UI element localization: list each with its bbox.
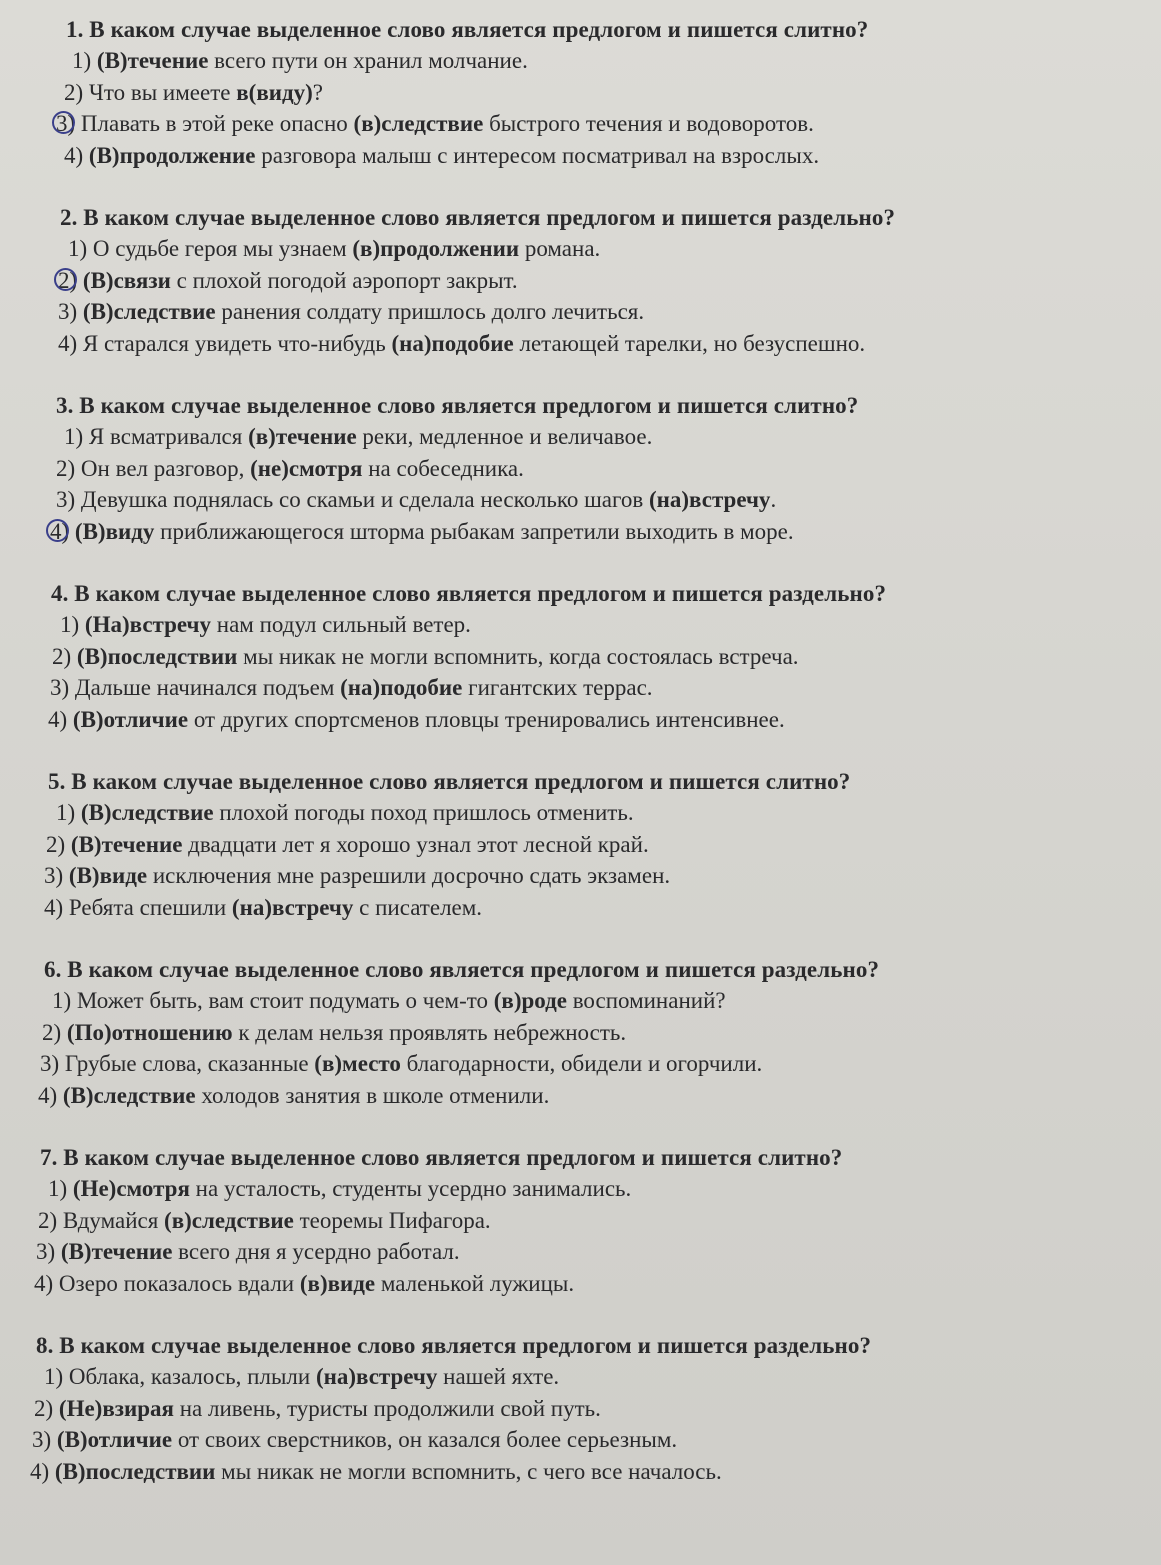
highlighted-word: (В)следствие bbox=[80, 800, 214, 825]
option-text-after: . bbox=[770, 487, 777, 512]
option-text-after: от своих сверстников, он казался более серьезным. bbox=[172, 1427, 678, 1452]
option-text-before: Я старался увидеть что-нибудь bbox=[82, 330, 392, 356]
answer-option bbox=[0, 609, 1161, 641]
answer-option bbox=[0, 1080, 1161, 1112]
option-text-after: мы никак не могли вспомнить, с чего все началось. bbox=[215, 1458, 722, 1484]
option-number: 3) bbox=[56, 108, 75, 140]
answer-option bbox=[0, 1456, 1161, 1488]
highlighted-word: (В)следствие bbox=[62, 1082, 196, 1108]
question-block bbox=[0, 1142, 1161, 1299]
answer-option bbox=[0, 45, 1161, 77]
highlighted-word: (В)связи bbox=[82, 267, 171, 293]
option-number: 4) bbox=[58, 330, 78, 356]
question-title: 8. В каком случае выделенное слово является предлогом и пишется раздельно? bbox=[36, 1333, 872, 1358]
answer-option bbox=[0, 1017, 1161, 1049]
highlighted-word: (в)продолжении bbox=[352, 236, 520, 261]
highlighted-word: (на)встречу bbox=[648, 487, 771, 512]
option-text-before: Девушка поднялась со скамьи и сделала несколько шагов bbox=[80, 487, 649, 512]
option-text-after: приближающегося шторма рыбакам запретили выходить в море. bbox=[154, 518, 794, 544]
option-number: 1) bbox=[68, 236, 88, 261]
highlighted-word: (в)течение bbox=[248, 424, 357, 449]
option-text-before: Дальше начинался подъем bbox=[74, 675, 341, 700]
answer-option-circled bbox=[0, 108, 1161, 140]
highlighted-word: (в)следствие bbox=[164, 1207, 294, 1233]
option-text-after: ранения солдату пришлось долго лечиться. bbox=[215, 299, 645, 324]
option-text-after: маленькой лужицы. bbox=[375, 1270, 575, 1296]
option-number: 1) bbox=[44, 1364, 64, 1389]
option-text-after: нашей яхте. bbox=[437, 1364, 560, 1389]
question-title: 7. В каком случае выделенное слово является предлогом и пишется слитно? bbox=[40, 1145, 843, 1170]
answer-option bbox=[0, 1268, 1161, 1300]
option-text-before: Грубые слова, сказанные bbox=[64, 1051, 315, 1076]
answer-option bbox=[0, 797, 1161, 829]
highlighted-word: (В)отличие bbox=[72, 706, 189, 732]
highlighted-word: (на)встречу bbox=[315, 1364, 438, 1389]
option-text-before: Может быть, вам стоит подумать о чем-то bbox=[76, 988, 494, 1013]
option-text-after: на ливень, туристы продолжили свой путь. bbox=[174, 1395, 601, 1421]
option-text-after: нам подул сильный ветер. bbox=[211, 612, 471, 637]
question-block bbox=[0, 954, 1161, 1111]
question-title: 3. В каком случае выделенное слово является предлогом и пишется слитно? bbox=[56, 393, 859, 418]
answer-option-circled bbox=[0, 265, 1161, 297]
option-text-after: с плохой погодой аэропорт закрыт. bbox=[170, 267, 518, 293]
answer-option bbox=[0, 233, 1161, 265]
option-number: 1) bbox=[52, 988, 72, 1013]
worksheet bbox=[0, 14, 1161, 1518]
question-block bbox=[0, 202, 1161, 359]
answer-option bbox=[0, 1173, 1161, 1205]
option-number: 4) bbox=[64, 142, 84, 168]
highlighted-word: (В)последствии bbox=[54, 1458, 216, 1484]
highlighted-word: (на)подобие bbox=[340, 675, 463, 700]
highlighted-word: (Не)взирая bbox=[58, 1395, 174, 1421]
answer-option bbox=[0, 985, 1161, 1017]
answer-option-circled bbox=[0, 516, 1161, 548]
answer-option bbox=[0, 1424, 1161, 1456]
answer-option bbox=[0, 829, 1161, 861]
option-text-before: Ребята спешили bbox=[68, 894, 232, 920]
option-text-after: холодов занятия в школе отменили. bbox=[195, 1082, 550, 1108]
highlighted-word: (В)последствии bbox=[76, 643, 238, 669]
highlighted-word: (Не)смотря bbox=[72, 1176, 190, 1201]
option-text-after: всего пути он хранил молчание. bbox=[208, 48, 528, 73]
highlighted-word: (В)отличие bbox=[56, 1427, 173, 1452]
question-title: 5. В каком случае выделенное слово является предлогом и пишется слитно? bbox=[48, 769, 851, 794]
option-text-after: разговора малыш с интересом посматривал на взрослых. bbox=[255, 142, 820, 168]
option-number: 2) bbox=[34, 1395, 54, 1421]
option-text-before: Облака, казалось, плыли bbox=[68, 1364, 316, 1389]
answer-option bbox=[0, 892, 1161, 924]
option-number: 4) bbox=[44, 894, 64, 920]
highlighted-word: (не)смотря bbox=[250, 455, 363, 481]
option-number: 1) bbox=[60, 612, 80, 637]
option-number: 4) bbox=[34, 1270, 54, 1296]
highlighted-word: (в)место bbox=[314, 1051, 401, 1076]
highlighted-word: (в)следствие bbox=[353, 111, 484, 136]
option-number: 3) bbox=[36, 1239, 56, 1264]
answer-option bbox=[0, 296, 1161, 328]
highlighted-word: (По)отношению bbox=[66, 1019, 233, 1045]
answer-option bbox=[0, 860, 1161, 892]
highlighted-word: (В)виде bbox=[68, 863, 148, 888]
question-title: 6. В каком случае выделенное слово является предлогом и пишется раздельно? bbox=[44, 957, 880, 982]
question-block bbox=[0, 390, 1161, 547]
option-number: 2) bbox=[38, 1207, 58, 1233]
answer-option bbox=[0, 641, 1161, 673]
option-text-after: двадцати лет я хорошо узнал этот лесной край. bbox=[182, 831, 649, 857]
highlighted-word: (в)роде bbox=[493, 988, 567, 1013]
option-text-after: благодарности, обидели и огорчили. bbox=[400, 1051, 763, 1076]
option-text-before: Озеро показалось вдали bbox=[58, 1270, 300, 1296]
highlighted-word: (на)подобие bbox=[391, 330, 514, 356]
highlighted-word: (на)встречу bbox=[231, 894, 354, 920]
option-text-after: с писателем. bbox=[353, 894, 483, 920]
option-number: 2) bbox=[46, 831, 66, 857]
option-text-after: быстрого течения и водоворотов. bbox=[483, 111, 814, 136]
answer-option bbox=[0, 704, 1161, 736]
highlighted-word: (В)течение bbox=[70, 831, 183, 857]
option-text-before: Плавать в этой реке опасно bbox=[80, 111, 354, 136]
option-number: 3) bbox=[56, 487, 76, 512]
option-text-after: гигантских террас. bbox=[462, 675, 653, 700]
option-number: 4) bbox=[48, 706, 68, 732]
option-number: 1) bbox=[48, 1176, 68, 1201]
answer-option bbox=[0, 1236, 1161, 1268]
answer-option bbox=[0, 672, 1161, 704]
option-number: 2) bbox=[42, 1019, 62, 1045]
question-block bbox=[0, 1330, 1161, 1487]
answer-option bbox=[0, 140, 1161, 172]
highlighted-word: (В)следствие bbox=[82, 299, 216, 324]
option-number: 3) bbox=[40, 1051, 60, 1076]
answer-option bbox=[0, 1361, 1161, 1393]
highlighted-word: (В)виду bbox=[74, 518, 155, 544]
answer-option bbox=[0, 1393, 1161, 1425]
highlighted-word: (На)встречу bbox=[84, 612, 212, 637]
answer-option bbox=[0, 421, 1161, 453]
option-text-after: реки, медленное и величавое. bbox=[356, 424, 653, 449]
highlighted-word: (в)виде bbox=[299, 1270, 376, 1296]
option-text-after: летающей тарелки, но безуспешно. bbox=[513, 330, 866, 356]
question-block bbox=[0, 14, 1161, 171]
option-number: 3) bbox=[58, 299, 78, 324]
answer-option bbox=[0, 328, 1161, 360]
answer-option bbox=[0, 484, 1161, 516]
question-title: 4. В каком случае выделенное слово является предлогом и пишется раздельно? bbox=[51, 581, 887, 606]
option-number: 3) bbox=[44, 863, 64, 888]
highlighted-word: (В)течение bbox=[96, 48, 209, 73]
option-text-after: теоремы Пифагора. bbox=[293, 1207, 491, 1233]
answer-option bbox=[0, 77, 1161, 109]
option-text-after: ? bbox=[312, 79, 323, 105]
question-block bbox=[0, 578, 1161, 735]
option-number: 1) bbox=[56, 800, 76, 825]
question-title: 1. В каком случае выделенное слово является предлогом и пишется слитно? bbox=[66, 17, 869, 42]
option-text-after: к делам нельзя проявлять небрежность. bbox=[232, 1019, 627, 1045]
option-text-after: романа. bbox=[519, 236, 601, 261]
option-text-before: Вдумайся bbox=[62, 1207, 165, 1233]
option-text-after: на собеседника. bbox=[362, 455, 524, 481]
option-text-before: Что вы имеете bbox=[88, 79, 237, 105]
option-text-after: воспоминаний? bbox=[566, 988, 726, 1013]
option-number: 1) bbox=[64, 424, 84, 449]
highlighted-word: (В)течение bbox=[60, 1239, 173, 1264]
option-number: 1) bbox=[72, 48, 92, 73]
option-number: 4) bbox=[38, 1082, 58, 1108]
option-text-after: исключения мне разрешили досрочно сдать экзамен. bbox=[147, 863, 671, 888]
option-text-after: плохой погоды поход пришлось отменить. bbox=[213, 800, 634, 825]
option-number: 2) bbox=[58, 265, 77, 297]
option-number: 2) bbox=[64, 79, 84, 105]
option-text-after: от других спортсменов пловцы тренировались интенсивнее. bbox=[188, 706, 785, 732]
answer-option bbox=[0, 1048, 1161, 1080]
option-text-before: Он вел разговор, bbox=[80, 455, 251, 481]
option-number: 2) bbox=[56, 455, 76, 481]
answer-option bbox=[0, 453, 1161, 485]
question-block bbox=[0, 766, 1161, 923]
option-number: 3) bbox=[50, 675, 70, 700]
highlighted-word: (В)продолжение bbox=[88, 142, 256, 168]
answer-option bbox=[0, 1205, 1161, 1237]
option-text-before: Я всматривался bbox=[88, 424, 249, 449]
option-number: 4) bbox=[30, 1458, 50, 1484]
highlighted-word: в(виду) bbox=[236, 79, 313, 105]
option-number: 3) bbox=[32, 1427, 52, 1452]
option-text-after: на усталость, студенты усердно занимались. bbox=[189, 1176, 632, 1201]
option-text-after: всего дня я усердно работал. bbox=[172, 1239, 460, 1264]
option-number: 4) bbox=[50, 516, 69, 548]
option-text-before: О судьбе героя мы узнаем bbox=[92, 236, 353, 261]
question-title: 2. В каком случае выделенное слово является предлогом и пишется раздельно? bbox=[60, 205, 896, 230]
option-number: 2) bbox=[52, 643, 72, 669]
option-text-after: мы никак не могли вспомнить, когда состоялась встреча. bbox=[237, 643, 799, 669]
